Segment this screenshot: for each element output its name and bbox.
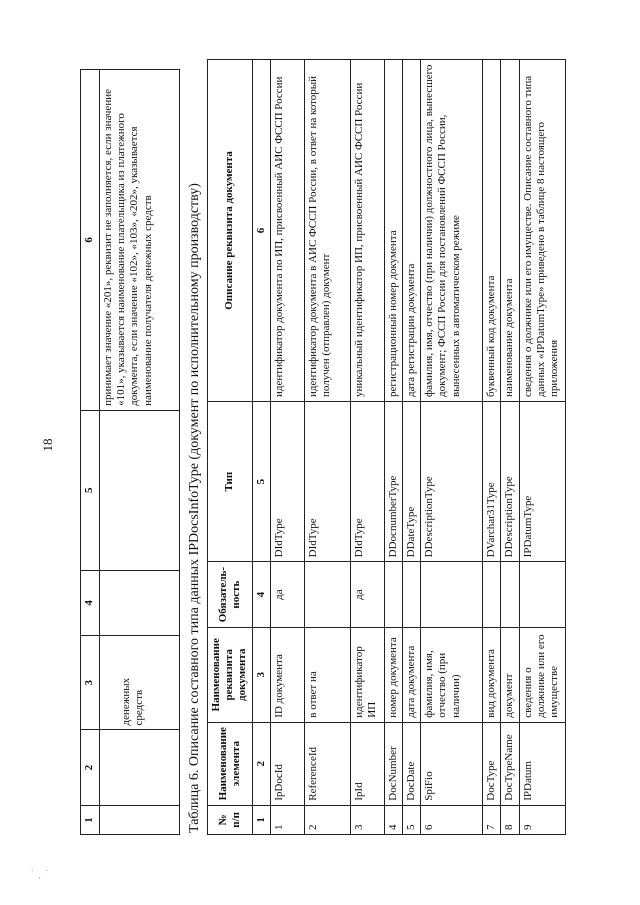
row-number: 5 bbox=[402, 805, 420, 834]
type: DDocnumberType bbox=[384, 401, 402, 561]
table-row bbox=[384, 60, 402, 835]
col-num: 6 bbox=[81, 70, 100, 411]
type: DIdType bbox=[270, 401, 304, 561]
type: DDateType bbox=[402, 401, 420, 561]
table-row bbox=[100, 70, 180, 835]
col-num: 4 bbox=[252, 562, 270, 628]
header-row bbox=[208, 60, 253, 835]
header-cell: Тип bbox=[208, 401, 253, 561]
element-name: IpId bbox=[350, 722, 384, 805]
table-row bbox=[402, 60, 420, 835]
requisite-name: ID документа bbox=[270, 627, 304, 722]
table-row bbox=[501, 60, 519, 835]
requisite-name: идентификатор ИП bbox=[350, 627, 384, 722]
requisite-name: номер документа bbox=[384, 627, 402, 722]
type: DIdType bbox=[304, 401, 350, 561]
description: дата регистрации документа bbox=[402, 60, 420, 402]
requisite-name: вид документа bbox=[483, 627, 501, 722]
description: уникальный идентификатор ИП, присвоенный АИС ФССП России bbox=[350, 60, 384, 402]
requisite-name: фамилия, имя, отчество (при наличии) bbox=[421, 627, 483, 722]
table-row bbox=[304, 60, 350, 835]
element-name: DocNumber bbox=[384, 722, 402, 805]
col-num: 1 bbox=[81, 805, 100, 834]
cell: принимает значение «201», реквизит не заполняется, если значение «101», указывается наименование плательщика из платежного документа, если значение «102», «103», «202», указывается наименование получателя денежных средств bbox=[100, 70, 180, 411]
column-number-row bbox=[81, 70, 100, 835]
element-name: IpDocId bbox=[270, 722, 304, 805]
table-title: Таблица 6. Описание составного типа данных IPDocsInfoType (документ по исполнительному производству) bbox=[187, 183, 202, 833]
row-number: 3 bbox=[350, 805, 384, 834]
table-row bbox=[350, 60, 384, 835]
requisite-name: в ответ на bbox=[304, 627, 350, 722]
row-number: 1 bbox=[270, 805, 304, 834]
type: DDescriptionType bbox=[421, 401, 483, 561]
row-number: 4 bbox=[384, 805, 402, 834]
cell bbox=[100, 570, 180, 635]
header-cell: № п/п bbox=[208, 805, 253, 834]
type: DIdType bbox=[350, 401, 384, 561]
required-flag bbox=[483, 562, 501, 628]
required-flag: да bbox=[270, 562, 304, 628]
header-cell: Наименование реквизита документа bbox=[208, 627, 253, 722]
required-flag bbox=[304, 562, 350, 628]
type: IPDatumType bbox=[519, 401, 565, 561]
required-flag bbox=[519, 562, 565, 628]
col-num: 6 bbox=[252, 60, 270, 402]
cell bbox=[100, 730, 180, 805]
col-num: 5 bbox=[252, 401, 270, 561]
cell: денежных средств bbox=[100, 635, 180, 729]
required-flag bbox=[421, 562, 483, 628]
requisite-name: сведения о должнике или его имуществе bbox=[519, 627, 565, 722]
description: наименование документа bbox=[501, 60, 519, 402]
cell bbox=[100, 805, 180, 834]
header-cell: Обязатель-ность bbox=[208, 562, 253, 628]
required-flag bbox=[402, 562, 420, 628]
type: DVarchar31Type bbox=[483, 401, 501, 561]
continued-table bbox=[80, 69, 180, 835]
table-row bbox=[421, 60, 483, 835]
col-num: 2 bbox=[81, 730, 100, 805]
table-row bbox=[483, 60, 501, 835]
element-name: DocType bbox=[483, 722, 501, 805]
description: буквенный код документа bbox=[483, 60, 501, 402]
header-cell: Наименование элемента bbox=[208, 722, 253, 805]
col-num: 3 bbox=[252, 627, 270, 722]
description: регистрационный номер документа bbox=[384, 60, 402, 402]
requisite-name: дата документа bbox=[402, 627, 420, 722]
row-number: 6 bbox=[421, 805, 483, 834]
column-number-row bbox=[252, 60, 270, 835]
page-number: 18 bbox=[40, 438, 55, 452]
element-name: SpiFio bbox=[421, 722, 483, 805]
col-num: 2 bbox=[252, 722, 270, 805]
col-num: 1 bbox=[252, 805, 270, 834]
header-cell: Описание реквизита документа bbox=[208, 60, 253, 402]
row-number: 7 bbox=[483, 805, 501, 834]
row-number: 8 bbox=[501, 805, 519, 834]
row-number: 9 bbox=[519, 805, 565, 834]
element-name: DocTypeName bbox=[501, 722, 519, 805]
description: идентификатор документа в АИС ФССП России, в ответ на который получен (отправлен) документ bbox=[304, 60, 350, 402]
type: DDescriptionType bbox=[501, 401, 519, 561]
requisite-name: документ bbox=[501, 627, 519, 722]
element-name: ReferenceId bbox=[304, 722, 350, 805]
col-num: 4 bbox=[81, 570, 100, 635]
element-name: IPDatum bbox=[519, 722, 565, 805]
required-flag bbox=[384, 562, 402, 628]
table-row bbox=[270, 60, 304, 835]
col-num: 5 bbox=[81, 410, 100, 570]
margin-mark: ˙ ˛ ˙ bbox=[30, 870, 50, 880]
row-number: 2 bbox=[304, 805, 350, 834]
cell bbox=[100, 410, 180, 570]
description: сведения о должнике или его имуществе. Описание составного типа данных «IPDatumType» приведено в таблице 8 настоящего приложения bbox=[519, 60, 565, 402]
ipdocsinfo-table bbox=[207, 59, 566, 835]
col-num: 3 bbox=[81, 635, 100, 729]
required-flag: да bbox=[350, 562, 384, 628]
description: фамилия, имя, отчество (при наличии) должностного лица, вынесшего документ; ФССП России для постановлений ФССП России, вынесенных в автоматическом режиме bbox=[421, 60, 483, 402]
element-name: DocDate bbox=[402, 722, 420, 805]
table-row bbox=[519, 60, 565, 835]
description: идентификатор документа по ИП, присвоенный АИС ФССП России bbox=[270, 60, 304, 402]
required-flag bbox=[501, 562, 519, 628]
